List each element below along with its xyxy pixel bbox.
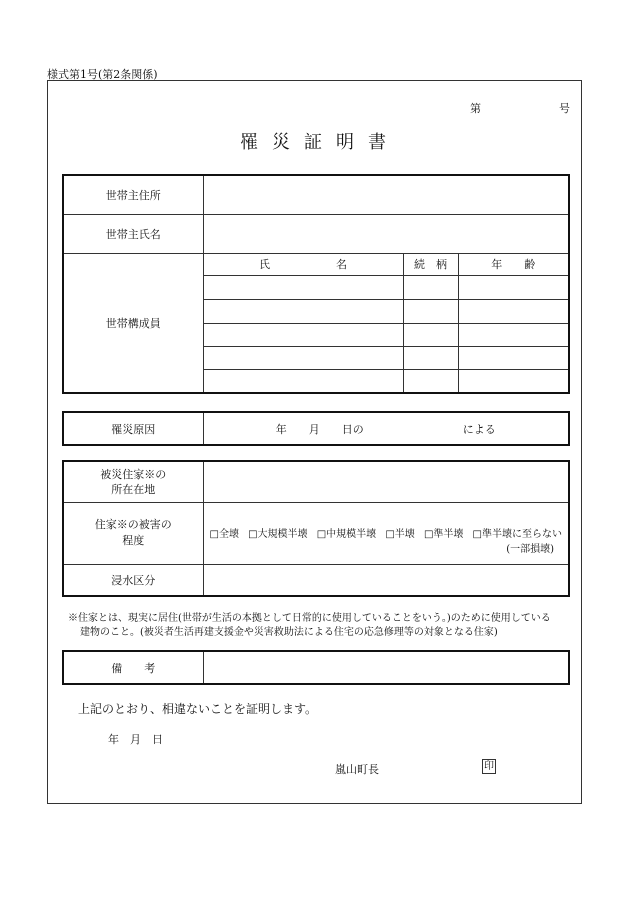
mayor-title: 嵐山町長 bbox=[335, 763, 379, 776]
member-relation-cell[interactable] bbox=[403, 346, 458, 369]
house-location-field[interactable] bbox=[203, 461, 569, 502]
col-name-header: 氏 名 bbox=[203, 253, 403, 275]
cause-table bbox=[62, 411, 570, 446]
house-location-label bbox=[63, 461, 203, 502]
document-title: 罹災証明書 bbox=[240, 132, 400, 153]
remarks-table bbox=[62, 650, 570, 685]
form-number-label: 様式第1号(第2条関係) bbox=[47, 68, 158, 81]
member-age-cell[interactable] bbox=[458, 299, 569, 323]
member-age-cell[interactable] bbox=[458, 275, 569, 299]
certificate-number-line bbox=[470, 100, 570, 116]
remarks-field[interactable] bbox=[203, 651, 569, 684]
damage-option-checkbox[interactable]: □準半壊に至らない bbox=[472, 529, 562, 540]
member-name-cell[interactable] bbox=[203, 323, 403, 346]
cause-label: 罹災原因 bbox=[63, 412, 203, 445]
members-label: 世帯構成員 bbox=[63, 253, 203, 393]
damage-option-row bbox=[204, 525, 569, 540]
remarks-label: 備 考 bbox=[63, 651, 203, 684]
col-age-header: 年 齢 bbox=[458, 253, 569, 275]
number-suffix: 号 bbox=[559, 102, 570, 115]
member-relation-cell[interactable] bbox=[403, 323, 458, 346]
damage-option-checkbox[interactable]: □大規模半壊 bbox=[248, 529, 308, 540]
damage-option-checkbox[interactable]: □中規模半壊 bbox=[316, 529, 377, 540]
number-prefix: 第 bbox=[470, 102, 481, 115]
seal-mark: 印 bbox=[484, 761, 494, 772]
flood-label: 浸水区分 bbox=[63, 564, 203, 596]
member-relation-cell[interactable] bbox=[403, 299, 458, 323]
house-location-label-line2: 所在在地 bbox=[111, 482, 156, 496]
member-relation-cell[interactable] bbox=[403, 369, 458, 393]
damage-label bbox=[63, 502, 203, 564]
member-relation-cell[interactable] bbox=[403, 275, 458, 299]
member-name-cell[interactable] bbox=[203, 369, 403, 393]
footnote-line1: ※住家とは、現実に居住(世帯が生活の本拠として日常的に使用していることをいう。)のために使用している bbox=[68, 613, 551, 624]
cause-field[interactable]: 年 月 日の による bbox=[203, 412, 569, 445]
member-name-cell[interactable] bbox=[203, 299, 403, 323]
house-table bbox=[62, 460, 570, 597]
address-field[interactable] bbox=[203, 175, 569, 214]
head-name-field[interactable] bbox=[203, 214, 569, 253]
house-location-label-line1: 被災住家※の bbox=[100, 467, 167, 481]
member-name-cell[interactable] bbox=[203, 275, 403, 299]
household-table bbox=[62, 174, 570, 394]
damage-options bbox=[203, 502, 569, 564]
member-age-cell[interactable] bbox=[458, 369, 569, 393]
damage-option-checkbox[interactable]: □全壊 bbox=[209, 529, 239, 540]
head-name-label: 世帯主氏名 bbox=[63, 214, 203, 253]
member-name-cell[interactable] bbox=[203, 346, 403, 369]
flood-field[interactable] bbox=[203, 564, 569, 596]
damage-label-line2: 程度 bbox=[122, 534, 145, 547]
issue-date: 年 月 日 bbox=[108, 733, 163, 746]
footnote bbox=[68, 612, 568, 640]
damage-option-checkbox[interactable]: □準半壊 bbox=[423, 529, 464, 540]
col-relation-header: 続 柄 bbox=[403, 253, 458, 275]
damage-option-checkbox[interactable]: □半壊 bbox=[385, 529, 415, 540]
damage-option-note: (一部損壊) bbox=[506, 544, 554, 555]
member-age-cell[interactable] bbox=[458, 346, 569, 369]
certify-statement: 上記のとおり、相違ないことを証明します。 bbox=[78, 702, 318, 716]
damage-label-line1: 住家※の被害の bbox=[94, 518, 172, 531]
member-age-cell[interactable] bbox=[458, 323, 569, 346]
footnote-line2: 建物のこと。(被災者生活再建支援金や災害救助法による住宅の応急修理等の対象となる住家) bbox=[80, 627, 498, 638]
address-label: 世帯主住所 bbox=[63, 175, 203, 214]
